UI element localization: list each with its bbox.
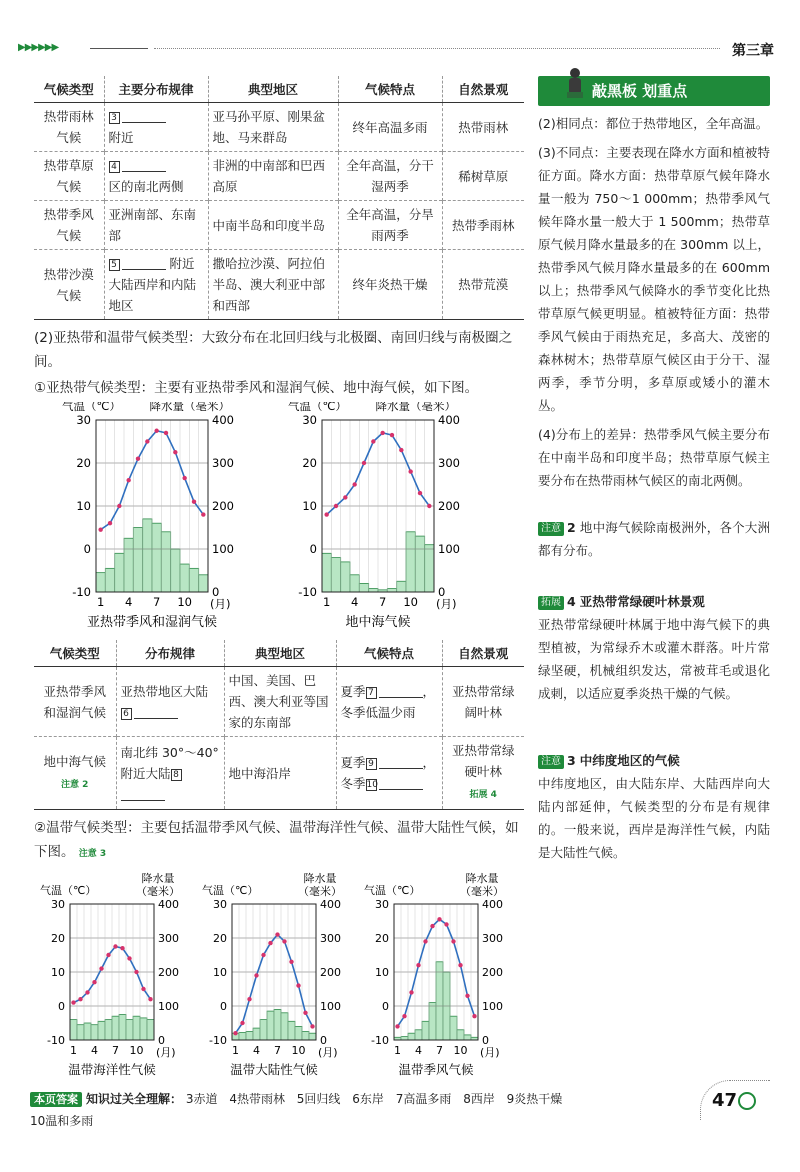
- temperature-point: [127, 956, 131, 960]
- temperature-point: [444, 922, 448, 926]
- precip-bar: [436, 962, 443, 1040]
- temperature-point: [192, 500, 196, 504]
- precip-bar: [397, 581, 406, 592]
- precip-bar: [77, 1025, 84, 1040]
- table-header: 典型地区: [224, 640, 336, 667]
- temp-tick-label: 20: [375, 932, 389, 945]
- chart-title: 地中海气候: [345, 615, 411, 630]
- page-number: 47: [712, 1090, 738, 1111]
- chart-title: 温带季风气候: [398, 1062, 474, 1077]
- precip-bar: [98, 1021, 105, 1040]
- month-tick-label: 4: [125, 595, 133, 609]
- precip-bar: [406, 532, 415, 592]
- precip-tick-label: 100: [320, 1000, 341, 1013]
- temperature-point: [268, 941, 272, 945]
- precip-tick-label: 100: [482, 1000, 503, 1013]
- precip-bar: [331, 558, 340, 592]
- sidebar: [538, 76, 770, 864]
- temperature-point: [430, 924, 434, 928]
- precip-bar: [425, 545, 434, 592]
- precip-bar: [464, 1035, 471, 1040]
- precip-bar: [239, 1033, 246, 1040]
- precip-bar: [147, 1020, 154, 1040]
- precip-tick-label: 400: [158, 898, 179, 911]
- table-header: 气候类型: [34, 76, 104, 103]
- temp-tick-label: 20: [213, 932, 227, 945]
- precip-tick-label: 0: [320, 1034, 327, 1047]
- precip-tick-label: 0: [212, 585, 220, 599]
- extension-4: 拓展 4 亚热带常绿硬叶林景观 亚热带常绿硬叶林属于地中海气候下的典型植被，为常绿乔木或灌木群落。叶片常绿坚硬，机械组织发达，常被茸毛或退化成刺，以适应夏季炎热干燥的气候。: [538, 594, 770, 701]
- temperature-point: [472, 1014, 476, 1018]
- climate-chart: [40, 871, 180, 1077]
- precip-bar: [369, 589, 378, 592]
- temperature-point: [427, 504, 431, 508]
- precip-bar: [387, 589, 396, 592]
- temperature-point: [352, 482, 356, 486]
- temp-tick-label: -10: [298, 585, 317, 599]
- precip-bar: [350, 575, 359, 592]
- month-tick-label: 1: [232, 1044, 239, 1057]
- precip-tick-label: 200: [482, 966, 503, 979]
- answer-item: 4热带雨林: [229, 1092, 285, 1106]
- temperature-point: [85, 990, 89, 994]
- temp-tick-label: -10: [72, 585, 91, 599]
- table-row: 亚热带季风和湿润气候 亚热带地区大陆6 中国、美国、巴西、澳大利亚等国家的东南部 夏季 7 ，冬季低温少雨 亚热带常绿阔叶林: [34, 667, 524, 737]
- precip-bar: [152, 523, 161, 592]
- temp-axis-label: 气温（℃）: [364, 884, 421, 897]
- answer-blank[interactable]: [122, 158, 166, 172]
- month-tick-label: 4: [415, 1044, 422, 1057]
- temperature-point: [173, 450, 177, 454]
- temperature-point: [324, 512, 328, 516]
- main-column: [34, 76, 524, 1082]
- temperature-point: [371, 439, 375, 443]
- month-tick-label: 7: [436, 1044, 443, 1057]
- temp-tick-label: 10: [76, 499, 91, 513]
- chapter-title: 第三章: [732, 43, 774, 59]
- temperature-point: [201, 512, 205, 516]
- temperature-point: [92, 980, 96, 984]
- extension-tag: 拓展: [538, 596, 564, 610]
- precip-bar: [322, 553, 331, 592]
- temperature-point: [380, 431, 384, 435]
- temperature-point: [240, 1021, 244, 1025]
- precip-bar: [288, 1021, 295, 1040]
- temperature-point: [134, 970, 138, 974]
- precip-tick-label: 0: [482, 1034, 489, 1047]
- precip-tick-label: 300: [320, 932, 341, 945]
- temperature-point: [141, 987, 145, 991]
- note-2: 注意 2 地中海气候除南极洲外，各个大洲都有分布。: [538, 520, 770, 558]
- precip-bar: [84, 1023, 91, 1040]
- temperature-point: [164, 431, 168, 435]
- month-tick-label: 10: [403, 595, 418, 609]
- answer-blank[interactable]: [379, 755, 423, 769]
- subtropical-charts: [34, 402, 524, 634]
- precip-bar: [91, 1025, 98, 1040]
- temperature-point: [343, 495, 347, 499]
- answer-blank[interactable]: [122, 256, 166, 270]
- temperature-point: [423, 939, 427, 943]
- precip-tick-label: 100: [212, 542, 234, 556]
- temp-tick-label: 30: [302, 413, 317, 427]
- temp-tick-label: 10: [302, 499, 317, 513]
- temperature-point: [108, 521, 112, 525]
- month-tick-label: 1: [70, 1044, 77, 1057]
- answer-item: 7高温多雨: [395, 1092, 452, 1106]
- precip-bar: [408, 1033, 415, 1040]
- table-row: 热带季风气候 亚洲南部、东南部 中南半岛和印度半岛 全年高温，分旱雨两季 热带季雨林: [34, 201, 524, 250]
- temperature-point: [182, 476, 186, 480]
- answer-item: 8西岸: [463, 1092, 495, 1106]
- precip-bar: [457, 1030, 464, 1040]
- month-tick-label: 4: [253, 1044, 260, 1057]
- extension-tag: 拓展 4: [469, 790, 497, 800]
- temperature-point: [106, 953, 110, 957]
- top-bar: [18, 40, 782, 58]
- table-row: 热带雨林气候 3 附近 亚马孙平原、刚果盆地、马来群岛 终年高温多雨 热带雨林: [34, 103, 524, 152]
- precip-bar: [309, 1033, 316, 1040]
- chart-row-subtropical: [34, 402, 524, 634]
- precip-bar: [295, 1026, 302, 1040]
- month-tick-label: 10: [129, 1044, 144, 1057]
- temp-tick-label: 30: [213, 898, 227, 911]
- month-tick-label: 7: [153, 595, 161, 609]
- sidebar-paragraph: (2)相同点：都位于热带地区，全年高温。: [538, 116, 769, 131]
- note-3: 注意 3 中纬度地区的气候 中纬度地区，由大陆东岸、大陆西岸向大陆内部延伸，气候类型的分布是有规律的。一般来说，西岸是海洋性气候，内陆是大陆性气候。: [538, 753, 770, 860]
- precip-bar: [415, 1030, 422, 1040]
- precip-bar: [429, 1003, 436, 1040]
- month-tick-label: 7: [112, 1044, 119, 1057]
- precip-bar: [133, 528, 142, 593]
- precip-bar: [171, 549, 180, 592]
- paragraph: (2)亚热带和温带气候类型：大致分布在北回归线与北极圈、南回归线与南极圈之间。: [34, 330, 513, 370]
- precip-axis-label: 降水量: [465, 872, 499, 885]
- temperature-point: [334, 504, 338, 508]
- chart-row-temperate: [34, 870, 524, 1082]
- answer-blank[interactable]: [134, 705, 178, 719]
- precip-bar: [274, 1009, 281, 1040]
- month-tick-label: 10: [177, 595, 192, 609]
- climate-chart: [202, 871, 342, 1077]
- table-row: 地中海气候 注意 2 南北纬 30°～40°附近大陆 8 地中海沿岸 夏季 9 ，冬季10 亚热带常绿硬叶林 拓展 4: [34, 737, 524, 810]
- month-unit-label: (月): [156, 1046, 176, 1059]
- month-tick-label: 10: [453, 1044, 468, 1057]
- precip-bar: [96, 573, 105, 592]
- precip-bar: [189, 568, 198, 592]
- month-unit-label: (月): [436, 597, 457, 611]
- month-tick-label: 4: [91, 1044, 98, 1057]
- temperature-point: [296, 983, 300, 987]
- precip-bar: [415, 536, 424, 592]
- note-tag: 注意: [538, 522, 564, 536]
- temperature-point: [126, 478, 130, 482]
- precip-bar: [105, 1020, 112, 1040]
- precip-axis-label: 降水量（毫米）: [149, 402, 230, 413]
- temp-tick-label: -10: [47, 1034, 65, 1047]
- temperature-point: [233, 1031, 237, 1035]
- precip-bar: [140, 1018, 147, 1040]
- table-header: 气候特点: [336, 640, 442, 667]
- precip-axis-label: 降水量: [141, 872, 175, 885]
- key-points-banner: 敲黑板 划重点: [538, 76, 770, 106]
- temperature-point: [113, 944, 117, 948]
- temperature-point: [145, 439, 149, 443]
- precip-bar: [112, 1016, 119, 1040]
- precip-tick-label: 0: [158, 1034, 165, 1047]
- teacher-icon: [564, 66, 586, 104]
- temperate-charts: [34, 870, 524, 1082]
- tropical-climate-table: [34, 76, 524, 320]
- temp-tick-label: 30: [51, 898, 65, 911]
- sidebar-paragraph: (3)不同点：主要表现在降水方面和植被特征方面。降水方面：热带草原气候年降水量一般为 750～1 000mm；热带季风气候年降水量一般大于 1 500mm；热带草原气候月降水量最多的在 300mm 以上，热带季风气候月降水量最多的在 600mm 以上；热带季风气候降水的季节变化比热带草原气候更明显。植被特征方面：热带季风气候由于雨热充足，多高大、茂密的森林树木；热带草原气候区由于分干、湿两季，季节分明，多草原或矮小的灌木丛。: [538, 145, 770, 413]
- answer-blank[interactable]: [379, 684, 423, 698]
- precip-bar: [253, 1028, 260, 1040]
- month-tick-label: 1: [394, 1044, 401, 1057]
- temp-tick-label: 0: [220, 1000, 227, 1013]
- temp-tick-label: -10: [209, 1034, 227, 1047]
- chart-title: 亚热带季风和湿润气候: [86, 615, 218, 630]
- climate-chart: [62, 402, 234, 630]
- precip-bar: [161, 532, 170, 592]
- table-header: 分布规律: [116, 640, 224, 667]
- temp-tick-label: 30: [76, 413, 91, 427]
- precip-axis-label: （毫米）: [298, 885, 342, 898]
- temperature-point: [148, 997, 152, 1001]
- temperature-point: [136, 457, 140, 461]
- table-header: 气候类型: [34, 640, 116, 667]
- month-unit-label: (月): [480, 1046, 500, 1059]
- table-row: 热带草原气候 4 区的南北两侧 非洲的中南部和巴西高原 全年高温，分干湿两季 稀树草原: [34, 152, 524, 201]
- temp-tick-label: 10: [213, 966, 227, 979]
- precip-bar: [341, 562, 350, 592]
- sidebar-paragraph: (4)分布上的差异：热带季风气候主要分布在中南半岛和印度半岛；热带草原气候主要分布在热带雨林气候区的南北两侧。: [538, 427, 770, 488]
- precip-bar: [260, 1020, 267, 1040]
- clock-icon: [738, 1092, 756, 1110]
- temperature-point: [310, 1024, 314, 1028]
- precip-bar: [126, 1020, 133, 1040]
- climate-chart: [288, 402, 460, 630]
- precip-axis-label: （毫米）: [460, 885, 504, 898]
- answer-item: 9炎热干燥: [506, 1092, 563, 1106]
- temperature-point: [395, 1024, 399, 1028]
- precip-tick-label: 400: [482, 898, 503, 911]
- precip-tick-label: 400: [320, 898, 341, 911]
- answer-blank[interactable]: [122, 109, 166, 123]
- chart-title: 温带海洋性气候: [68, 1062, 156, 1077]
- precip-bar: [267, 1011, 274, 1040]
- temp-axis-label: 气温（℃）: [288, 402, 347, 413]
- temperature-point: [154, 429, 158, 433]
- month-tick-label: 7: [379, 595, 387, 609]
- precip-bar: [133, 1016, 140, 1040]
- temp-tick-label: 10: [375, 966, 389, 979]
- answer-blank[interactable]: [121, 787, 165, 801]
- temp-tick-label: 20: [76, 456, 91, 470]
- precip-bar: [119, 1015, 126, 1041]
- temp-tick-label: 30: [375, 898, 389, 911]
- temperature-point: [117, 504, 121, 508]
- precip-tick-label: 200: [212, 499, 234, 513]
- temperature-point: [418, 491, 422, 495]
- table-header: 自然景观: [442, 640, 524, 667]
- answer-item: 5回归线: [296, 1092, 341, 1106]
- precip-bar: [105, 568, 114, 592]
- temp-axis-label: 气温（℃）: [40, 884, 97, 897]
- temperature-point: [465, 994, 469, 998]
- temp-tick-label: 20: [51, 932, 65, 945]
- temperature-point: [275, 932, 279, 936]
- answers-footer: 本页答案 知识过关全理解： 3赤道 4热带雨林 5回归线 6东岸 7高温多雨 8西岸 9炎热干燥 10温和多雨: [30, 1092, 563, 1128]
- temperature-point: [99, 966, 103, 970]
- answer-item: 3赤道: [185, 1092, 218, 1106]
- temperature-point: [98, 527, 102, 531]
- table-header: 自然景观: [442, 76, 524, 103]
- subtropical-climate-table: [34, 640, 524, 810]
- precip-tick-label: 200: [438, 499, 460, 513]
- temp-tick-label: 10: [51, 966, 65, 979]
- precip-tick-label: 300: [212, 456, 234, 470]
- precip-bar: [143, 519, 152, 592]
- precip-tick-label: 400: [212, 413, 234, 427]
- temperature-point: [120, 946, 124, 950]
- table-header: 典型地区: [208, 76, 338, 103]
- answers-badge: 本页答案: [30, 1092, 82, 1107]
- temp-tick-label: 0: [58, 1000, 65, 1013]
- temperature-point: [399, 448, 403, 452]
- precip-bar: [199, 575, 208, 592]
- temp-tick-label: 20: [302, 456, 317, 470]
- arrow-decoration-icon: ▶▶▶▶▶▶: [18, 42, 59, 53]
- precip-tick-label: 300: [438, 456, 460, 470]
- precip-bar: [450, 1016, 457, 1040]
- precip-axis-label: 降水量: [303, 872, 337, 885]
- temp-tick-label: -10: [371, 1034, 389, 1047]
- temperature-point: [289, 960, 293, 964]
- precip-bar: [302, 1032, 309, 1041]
- precip-tick-label: 200: [320, 966, 341, 979]
- precip-tick-label: 100: [438, 542, 460, 556]
- temperature-point: [408, 469, 412, 473]
- temperature-point: [303, 1011, 307, 1015]
- month-unit-label: (月): [210, 597, 231, 611]
- precip-bar: [70, 1020, 77, 1040]
- temp-tick-label: 0: [83, 542, 91, 556]
- precip-bar: [124, 538, 133, 592]
- paragraph: ②温带气候类型：主要包括温带季风气候、温带海洋性气候、温带大陆性气候，如下图。 注意 3: [34, 820, 519, 860]
- temperature-point: [254, 973, 258, 977]
- answer-item: 10温和多雨: [30, 1114, 94, 1128]
- temperature-point: [247, 997, 251, 1001]
- month-tick-label: 1: [323, 595, 331, 609]
- precip-tick-label: 300: [482, 932, 503, 945]
- precip-tick-label: 400: [438, 413, 460, 427]
- temp-tick-label: 0: [309, 542, 317, 556]
- climate-chart: [364, 871, 504, 1077]
- precip-bar: [246, 1032, 253, 1041]
- temp-tick-label: 0: [382, 1000, 389, 1013]
- temp-axis-label: 气温（℃）: [62, 402, 121, 413]
- precip-tick-label: 0: [438, 585, 446, 599]
- precip-axis-label: 降水量（毫米）: [375, 402, 456, 413]
- note-tag: 注意 2: [61, 779, 89, 790]
- temperature-point: [78, 997, 82, 1001]
- temperature-point: [71, 1000, 75, 1004]
- precip-bar: [281, 1013, 288, 1040]
- temp-axis-label: 气温（℃）: [202, 884, 259, 897]
- month-tick-label: 7: [274, 1044, 281, 1057]
- temperature-point: [362, 461, 366, 465]
- table-header: 气候特点: [338, 76, 442, 103]
- temperature-point: [451, 939, 455, 943]
- temperature-point: [437, 917, 441, 921]
- temperature-point: [409, 990, 413, 994]
- precip-tick-label: 200: [158, 966, 179, 979]
- note-tag: 注意 3: [78, 849, 107, 859]
- temperature-point: [282, 939, 286, 943]
- temperature-point: [458, 963, 462, 967]
- table-header: 主要分布规律: [104, 76, 208, 103]
- month-tick-label: 10: [291, 1044, 306, 1057]
- temperature-point: [390, 433, 394, 437]
- answer-item: 6东岸: [352, 1092, 384, 1106]
- precip-bar: [359, 583, 368, 592]
- month-unit-label: (月): [318, 1046, 338, 1059]
- precip-bar: [180, 564, 189, 592]
- temperature-point: [261, 953, 265, 957]
- precip-axis-label: （毫米）: [136, 885, 180, 898]
- table-row: 热带沙漠气候 5 附近大陆西岸和内陆地区 撒哈拉沙漠、阿拉伯半岛、澳大利亚中部和西部 终年炎热干燥 热带荒漠: [34, 250, 524, 320]
- temperature-point: [402, 1014, 406, 1018]
- month-tick-label: 1: [97, 595, 105, 609]
- note-tag: 注意: [538, 755, 564, 769]
- paragraph: ①亚热带气候类型：主要有亚热带季风和湿润气候、地中海气候，如下图。: [34, 380, 479, 396]
- answer-blank[interactable]: [379, 776, 423, 790]
- precip-bar: [422, 1021, 429, 1040]
- temperature-point: [416, 963, 420, 967]
- precip-bar: [401, 1037, 408, 1040]
- chart-title: 温带大陆性气候: [230, 1062, 318, 1077]
- precip-tick-label: 300: [158, 932, 179, 945]
- precip-bar: [115, 553, 124, 592]
- precip-tick-label: 100: [158, 1000, 179, 1013]
- month-tick-label: 4: [351, 595, 359, 609]
